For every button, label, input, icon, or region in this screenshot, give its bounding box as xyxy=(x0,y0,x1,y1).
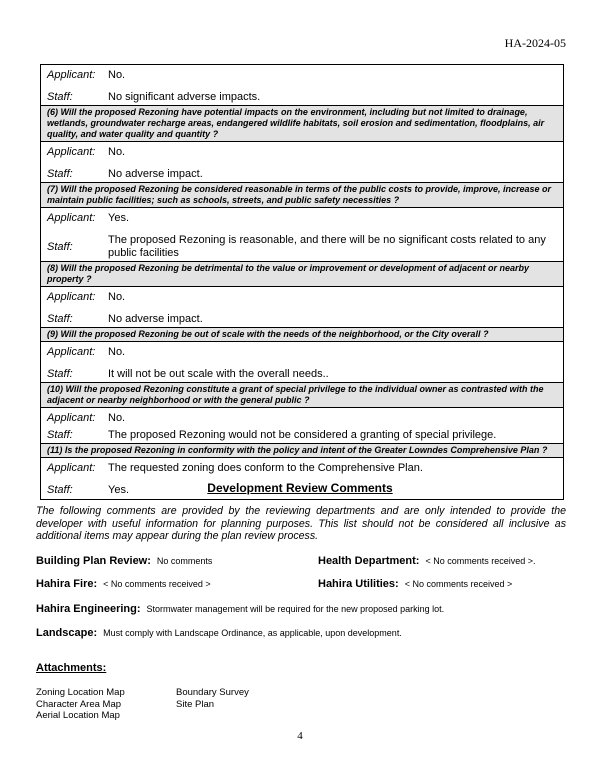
building-plan-review-value: No comments xyxy=(156,556,213,566)
attachment-item: Site Plan xyxy=(176,698,215,710)
staff-response: No adverse impact. xyxy=(108,168,203,180)
staff-row xyxy=(41,311,563,327)
applicant-row xyxy=(41,287,563,311)
applicant-response: Yes. xyxy=(108,212,130,224)
attachment-item: Boundary Survey xyxy=(176,687,249,698)
applicant-response: No. xyxy=(108,69,126,81)
staff-response: No adverse impact. xyxy=(108,313,203,325)
applicant-label: Applicant: xyxy=(47,69,96,81)
attachment-item: Zoning Location Map xyxy=(36,687,125,698)
hahira-fire-review xyxy=(36,578,211,590)
applicant-label: Applicant: xyxy=(47,346,96,358)
applicant-response: No. xyxy=(108,346,126,358)
attachment-item: Aerial Location Map xyxy=(36,710,120,721)
staff-label: Staff: xyxy=(47,240,73,253)
health-department-value: < No comments received >. xyxy=(425,556,536,566)
applicant-response: The requested zoning does conform to the Comprehensive Plan. xyxy=(108,462,423,474)
applicant-label: Applicant: xyxy=(47,462,96,474)
staff-response: The proposed Rezoning would not be considered a granting of special privilege. xyxy=(108,429,497,441)
hahira-utilities-review xyxy=(318,578,512,590)
landscape-value: Must comply with Landscape Ordinance, as applicable, upon development. xyxy=(103,628,402,638)
staff-label: Staff: xyxy=(47,368,73,380)
attachment-item: Character Area Map xyxy=(36,698,122,710)
hahira-engineering-label: Hahira Engineering: xyxy=(36,603,141,615)
staff-response: Yes. xyxy=(108,484,130,496)
staff-label: Staff: xyxy=(47,91,73,103)
review-intro: The following comments are provided by the reviewing departments and are only intended to provide the developer with useful information for planning purposes. This list should not be considered all inclusive as additional items may appear during the plan review process. xyxy=(36,505,566,542)
staff-row xyxy=(41,366,563,382)
applicant-label: Applicant: xyxy=(47,146,96,158)
applicant-row xyxy=(41,65,563,89)
question-7: (7) Will the proposed Rezoning be considered reasonable in terms of the public costs to provide, improve, increase or maintain public facilities; such as schools, streets, and public safety necessities ? xyxy=(41,182,563,208)
applicant-label: Applicant: xyxy=(47,412,96,424)
hahira-engineering-review xyxy=(36,603,444,615)
applicant-row xyxy=(41,342,563,366)
applicant-response: No. xyxy=(108,146,126,158)
applicant-response: No. xyxy=(108,291,126,303)
staff-response: It will not be out scale with the overall needs.. xyxy=(108,368,329,380)
question-10: (10) Will the proposed Rezoning constitute a grant of special privilege to the individual owner as contrasted with the adjacent or nearby neighborhood or with the general public ? xyxy=(41,382,563,408)
staff-label: Staff: xyxy=(47,313,73,325)
applicant-row xyxy=(41,208,563,232)
question-9: (9) Will the proposed Rezoning be out of scale with the needs of the neighborhood, or the City overall ? xyxy=(41,327,563,342)
attachments-column-1 xyxy=(36,687,125,722)
page-number: 4 xyxy=(297,730,303,742)
applicant-row xyxy=(41,408,563,427)
hahira-fire-label: Hahira Fire: xyxy=(36,578,98,590)
health-department-review xyxy=(318,555,536,567)
health-department-label: Health Department: xyxy=(318,555,420,567)
staff-row xyxy=(41,166,563,182)
staff-label: Staff: xyxy=(47,429,73,441)
staff-response: The proposed Rezoning is reasonable, and there will be no significant costs related to any public facilities xyxy=(108,234,546,259)
applicant-row xyxy=(41,142,563,166)
landscape-review xyxy=(36,627,402,639)
document-id: HA-2024-05 xyxy=(504,36,566,50)
staff-row xyxy=(41,232,563,261)
building-plan-review-label: Building Plan Review: xyxy=(36,555,151,567)
applicant-label: Applicant: xyxy=(47,212,96,224)
staff-label: Staff: xyxy=(47,168,73,180)
staff-row xyxy=(41,427,563,443)
staff-label: Staff: xyxy=(47,484,73,496)
building-plan-review xyxy=(36,555,212,567)
question-6: (6) Will the proposed Rezoning have potential impacts on the environment, including but not limited to drainage, wetlands, groundwater recharge areas, endangered wildlife habitats, soil erosion and sedimentation, floodplains, air quality, and water quality and quantity ? xyxy=(41,105,563,142)
staff-response: No significant adverse impacts. xyxy=(108,91,261,103)
question-8: (8) Will the proposed Rezoning be detrimental to the value or improvement or development of adjacent or nearby property ? xyxy=(41,261,563,287)
criteria-table xyxy=(40,64,564,500)
hahira-utilities-value: < No comments received > xyxy=(404,579,513,589)
hahira-engineering-value: Stormwater management will be required for the new proposed parking lot. xyxy=(146,604,445,614)
staff-row xyxy=(41,89,563,105)
attachments-column-2 xyxy=(176,687,249,710)
applicant-row xyxy=(41,458,563,482)
review-comments-title: Development Review Comments xyxy=(207,481,393,495)
applicant-label: Applicant: xyxy=(47,291,96,303)
question-11: (11) Is the proposed Rezoning in conformity with the policy and intent of the Greater Lowndes Comprehensive Plan ? xyxy=(41,443,563,458)
hahira-utilities-label: Hahira Utilities: xyxy=(318,578,399,590)
attachments-title: Attachments: xyxy=(36,662,107,674)
landscape-label: Landscape: xyxy=(36,627,98,639)
applicant-response: No. xyxy=(108,412,126,424)
hahira-fire-value: < No comments received > xyxy=(103,579,211,589)
